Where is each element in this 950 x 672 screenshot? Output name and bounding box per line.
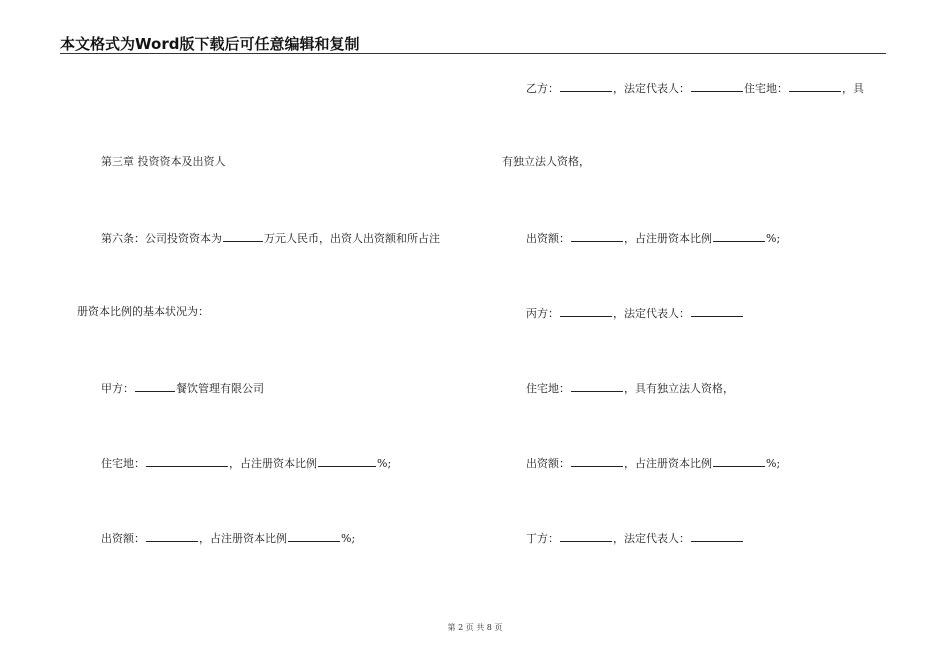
- party-jia-name: 餐饮管理有限公司: [176, 382, 264, 395]
- document-header-title: 本文格式为Word版下载后可任意编辑和复制: [60, 35, 360, 53]
- party-jia-label: 甲方：: [101, 382, 134, 395]
- page-number-footer: 第 2 页 共 8 页: [447, 623, 503, 632]
- blank-yi-ratio: [713, 230, 765, 242]
- party-jia-address-line: [101, 455, 391, 471]
- party-yi-continued: 有独立法人资格，: [502, 155, 590, 168]
- bing-address-label: 住宅地：: [526, 382, 570, 395]
- yi-tail: ，具: [842, 82, 864, 95]
- blank-jia-address: [146, 455, 228, 467]
- party-bing-amount-line: [526, 455, 780, 471]
- party-yi-label: 乙方：: [526, 82, 559, 95]
- percent-sign: %;: [766, 232, 781, 245]
- percent-sign: %;: [377, 457, 392, 470]
- blank-bing-name: [560, 305, 612, 317]
- party-jia-line: [101, 380, 264, 396]
- jia-amount-mid: ，占注册资本比例: [199, 532, 287, 545]
- yi-amount-label: 出资额：: [526, 232, 570, 245]
- chapter-title: 第三章 投资资本及出资人: [101, 155, 226, 168]
- blank-yi-rep: [691, 80, 743, 92]
- blank-yi-address: [789, 80, 841, 92]
- header-divider: [60, 53, 886, 54]
- blank-yi-name: [560, 80, 612, 92]
- article-6-line-2: 册资本比例的基本状况为：: [77, 305, 209, 318]
- yi-rep-label: ，法定代表人：: [613, 82, 690, 95]
- blank-ding-rep: [691, 530, 743, 542]
- blank-jia-amount-ratio: [288, 530, 340, 542]
- jia-address-mid: ，占注册资本比例: [229, 457, 317, 470]
- article-6-text-a: 第六条：公司投资资本为: [101, 232, 222, 245]
- party-ding-line: [526, 530, 744, 546]
- blank-bing-rep: [691, 305, 743, 317]
- blank-jia-ratio: [318, 455, 376, 467]
- blank-ding-name: [560, 530, 612, 542]
- blank-bing-address: [571, 380, 623, 392]
- party-ding-label: 丁方：: [526, 532, 559, 545]
- ding-rep-label: ，法定代表人：: [613, 532, 690, 545]
- party-bing-address-line: [526, 380, 734, 396]
- blank-bing-ratio: [713, 455, 765, 467]
- yi-address-label: 住宅地：: [744, 82, 788, 95]
- article-6-text-b: 万元人民币，出资人出资额和所占注: [264, 232, 440, 245]
- party-bing-line: [526, 305, 744, 321]
- party-yi-amount-line: [526, 230, 780, 246]
- percent-sign: %;: [766, 457, 781, 470]
- article-6-line-1: [101, 230, 440, 246]
- party-jia-amount-line: [101, 530, 355, 546]
- bing-rep-label: ，法定代表人：: [613, 307, 690, 320]
- yi-amount-mid: ，占注册资本比例: [624, 232, 712, 245]
- blank-bing-amount: [571, 455, 623, 467]
- blank-yi-amount: [571, 230, 623, 242]
- party-yi-line: [526, 80, 864, 96]
- blank-jia-name: [135, 380, 175, 392]
- jia-address-label: 住宅地：: [101, 457, 145, 470]
- bing-amount-mid: ，占注册资本比例: [624, 457, 712, 470]
- blank-capital: [223, 230, 263, 242]
- jia-amount-label: 出资额：: [101, 532, 145, 545]
- percent-sign: %;: [341, 532, 356, 545]
- bing-address-tail: ，具有独立法人资格，: [624, 382, 734, 395]
- bing-amount-label: 出资额：: [526, 457, 570, 470]
- blank-jia-amount: [146, 530, 198, 542]
- party-bing-label: 丙方：: [526, 307, 559, 320]
